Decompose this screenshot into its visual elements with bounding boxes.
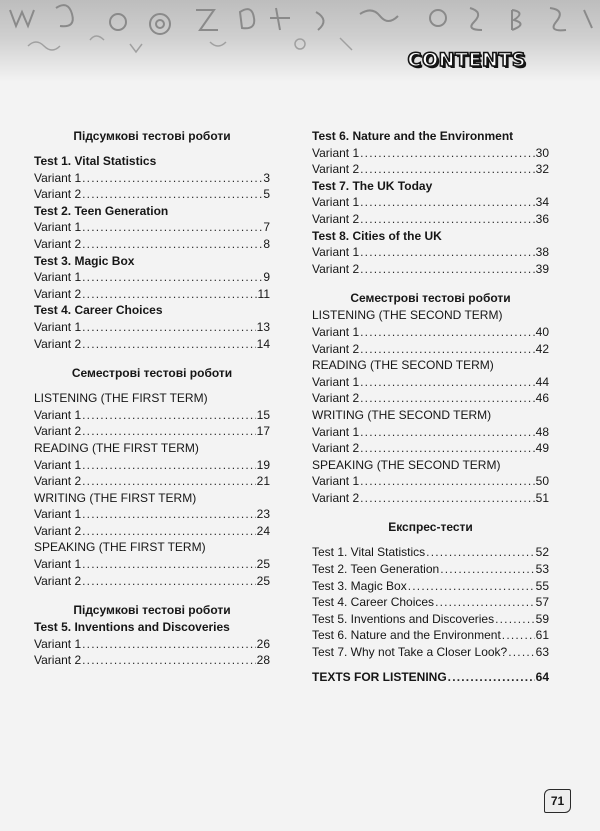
left-column	[34, 128, 270, 669]
page-ref: 8	[263, 236, 270, 251]
page-ref: 57	[535, 595, 549, 610]
page-ref: 50	[535, 474, 549, 489]
section-heading: Підсумкові тестові роботи	[73, 129, 231, 143]
page-ref: 64	[535, 669, 549, 684]
toc-entry[interactable]: Test 7. Why not Take a Closer Look? ..... 63	[312, 644, 549, 661]
page-ref: 34	[535, 195, 549, 210]
toc-entry[interactable]: Variant 1 ..... 44	[312, 374, 549, 391]
page-ref: 61	[535, 628, 549, 643]
page-ref: 48	[535, 424, 549, 439]
toc-entry[interactable]: Variant 2 ..... 24	[34, 523, 270, 540]
test-title: Test 2. Teen Generation	[34, 203, 169, 218]
toc-entry[interactable]: Variant 1 ..... 30	[312, 145, 549, 162]
page-ref: 5	[263, 187, 270, 202]
toc-entry[interactable]: Variant 2 ..... 28	[34, 652, 270, 669]
page-ref: 25	[256, 573, 270, 588]
page-ref: 46	[535, 391, 549, 406]
skill-title: SPEAKING (THE FIRST TERM)	[34, 540, 206, 555]
page-ref: 14	[256, 336, 270, 351]
toc-entry[interactable]: Variant 1 ..... 34	[312, 194, 549, 211]
page-ref: 11	[257, 286, 270, 301]
page-ref: 28	[256, 653, 270, 668]
toc-entry[interactable]: Variant 1 ..... 48	[312, 424, 549, 441]
page-ref: 30	[535, 145, 549, 160]
toc-entry[interactable]: Variant 1 ..... 9	[34, 269, 270, 286]
test-title: Test 8. Cities of the UK	[312, 228, 442, 243]
page-ref: 51	[535, 490, 549, 505]
toc-entry[interactable]: Variant 2 ..... 5	[34, 186, 270, 203]
test-title: Test 6. Nature and the Environment	[312, 129, 514, 143]
test-title: Test 4. Career Choices	[34, 303, 163, 318]
section-heading: Експрес-тести	[388, 520, 473, 535]
skill-title: WRITING (THE SECOND TERM)	[312, 407, 492, 422]
page-ref: 19	[256, 457, 270, 472]
page-ref: 32	[535, 162, 549, 177]
toc-entry[interactable]: Test 4. Career Choices ..... 57	[312, 594, 549, 611]
toc-entry[interactable]: Variant 2 ..... 42	[312, 341, 549, 358]
toc-entry[interactable]: Variant 1 ..... 13	[34, 319, 270, 336]
toc-entry[interactable]: Variant 2 ..... 11	[34, 286, 270, 303]
test-title: Test 3. Magic Box	[34, 253, 135, 268]
toc-entry[interactable]: Variant 2 ..... 51	[312, 490, 549, 507]
contents-title: CONTENTS	[407, 49, 526, 71]
page-ref: 49	[535, 441, 549, 456]
toc-entry[interactable]: Variant 1 ..... 38	[312, 244, 549, 261]
skill-title: LISTENING (THE FIRST TERM)	[34, 391, 208, 406]
page-ref: 63	[535, 645, 549, 660]
page-ref: 39	[535, 261, 549, 276]
skill-title: READING (THE FIRST TERM)	[34, 440, 199, 455]
skill-title: READING (THE SECOND TERM)	[312, 358, 494, 373]
page-ref: 40	[535, 324, 549, 339]
toc-entry[interactable]: Variant 2 ..... 21	[34, 473, 270, 490]
toc-entry[interactable]: Variant 2 ..... 14	[34, 336, 270, 353]
toc-entry[interactable]: Test 5. Inventions and Discoveries ..... 59	[312, 611, 549, 628]
page-ref: 26	[256, 636, 270, 651]
page-ref: 25	[256, 557, 270, 572]
page-ref: 9	[263, 270, 270, 285]
skill-title: WRITING (THE FIRST TERM)	[34, 490, 197, 505]
toc-entry[interactable]: Variant 2 ..... 36	[312, 211, 549, 228]
toc-entry[interactable]: Variant 1 ..... 25	[34, 556, 270, 573]
toc-entry[interactable]: Variant 2 ..... 46	[312, 390, 549, 407]
toc-entry[interactable]: Variant 1 ..... 40	[312, 324, 549, 341]
toc-entry[interactable]: Variant 2 ..... 8	[34, 236, 270, 253]
section-heading: Семестрові тестові роботи	[71, 366, 233, 381]
toc-entry[interactable]: Test 2. Teen Generation ..... 53	[312, 561, 549, 578]
page-ref: 21	[256, 474, 270, 489]
toc-entry[interactable]: Variant 1 ..... 3	[34, 170, 270, 187]
page-ref: 3	[263, 170, 270, 185]
right-column	[312, 128, 549, 685]
toc-entry[interactable]: Variant 1 ..... 19	[34, 457, 270, 474]
test-title: Test 1. Vital Statistics	[34, 154, 157, 168]
page-ref: 42	[535, 341, 549, 356]
page-ref: 44	[535, 374, 549, 389]
toc-entry[interactable]: Variant 2 ..... 17	[34, 423, 270, 440]
page-ref: 59	[535, 611, 549, 626]
page-ref: 7	[263, 220, 270, 235]
toc-entry[interactable]: Variant 1 ..... 15	[34, 407, 270, 424]
toc-entry[interactable]: Variant 1 ..... 23	[34, 506, 270, 523]
page-ref: 24	[256, 523, 270, 538]
skill-title: LISTENING (THE SECOND TERM)	[312, 308, 503, 323]
test-title: Test 5. Inventions and Discoveries	[34, 620, 230, 635]
toc-entry[interactable]: Test 6. Nature and the Environment ..... 61	[312, 627, 549, 644]
toc-entry[interactable]: Variant 1 ..... 7	[34, 219, 270, 236]
page-ref: 55	[535, 578, 549, 593]
header-banner	[0, 0, 600, 82]
toc-entry[interactable]: Test 1. Vital Statistics ..... 52	[312, 544, 549, 561]
toc-entry[interactable]: Variant 1 ..... 50	[312, 473, 549, 490]
toc-entry-listening-texts[interactable]: TEXTS FOR LISTENING ..... 64	[312, 669, 549, 686]
toc-entry[interactable]: Variant 2 ..... 25	[34, 573, 270, 590]
page-ref: 15	[256, 407, 270, 422]
page-ref: 17	[256, 424, 270, 439]
toc-entry[interactable]: Variant 2 ..... 49	[312, 440, 549, 457]
page-ref: 52	[535, 545, 549, 560]
test-title: Test 7. The UK Today	[312, 178, 433, 193]
page-ref: 36	[535, 211, 549, 226]
page-ref: 38	[535, 245, 549, 260]
section-heading: Підсумкові тестові роботи	[73, 603, 231, 618]
section-heading: Семестрові тестові роботи	[350, 291, 511, 306]
toc-entry[interactable]: Variant 2 ..... 39	[312, 261, 549, 278]
toc-entry[interactable]: Variant 2 ..... 32	[312, 161, 549, 178]
skill-title: SPEAKING (THE SECOND TERM)	[312, 457, 501, 472]
toc-entry[interactable]: Variant 1 ..... 26	[34, 636, 270, 653]
page-ref: 53	[535, 562, 549, 577]
page-number: 71	[544, 789, 571, 813]
page-ref: 23	[256, 507, 270, 522]
page-ref: 13	[256, 319, 270, 334]
toc-entry[interactable]: Test 3. Magic Box ..... 55	[312, 578, 549, 595]
